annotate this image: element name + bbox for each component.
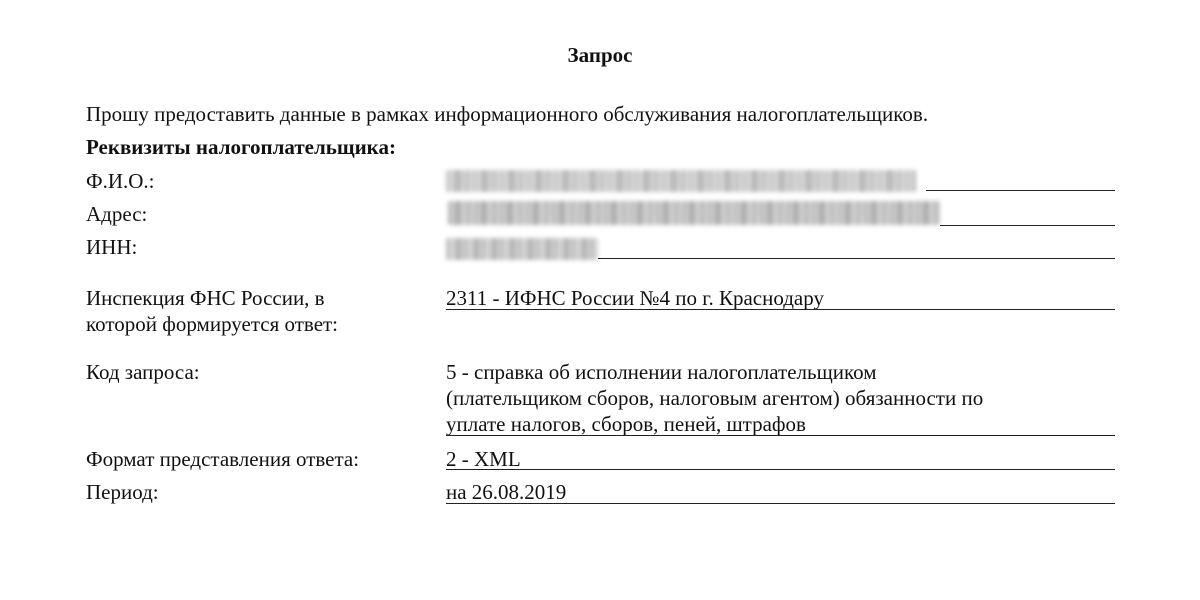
inn-redacted-value <box>446 238 598 260</box>
intro-text: Прошу предоставить данные в рамках информационного обслуживания налогоплательщиков. <box>86 102 929 126</box>
inspection-underline <box>446 309 1115 310</box>
period-label: Период: <box>86 480 159 504</box>
request-code-value-line2: (плательщиком сборов, налоговым агентом) обязанности по <box>446 386 984 410</box>
fio-underline <box>926 190 1115 191</box>
inspection-value <box>446 285 1115 311</box>
inn-underline <box>598 258 1115 259</box>
fio-redacted-value <box>446 170 916 192</box>
request-code-label: Код запроса: <box>86 360 200 384</box>
period-value <box>446 479 1115 505</box>
response-format-value-text: 2 - XML <box>446 447 521 471</box>
period-underline <box>446 503 1115 504</box>
document-title: Запрос <box>567 43 633 67</box>
response-format-label: Формат представления ответа: <box>86 447 360 471</box>
request-code-value-line3: уплате налогов, сборов, пеней, штрафов <box>446 412 806 436</box>
address-underline <box>940 225 1115 226</box>
address-label: Адрес: <box>86 202 148 226</box>
request-code-value-line1: 5 - справка об исполнении налогоплательщиком <box>446 360 877 384</box>
address-redacted-value <box>448 201 940 225</box>
inspection-value-text: 2311 - ИФНС России №4 по г. Краснодару <box>446 286 824 310</box>
inn-label: ИНН: <box>86 235 138 259</box>
period-value-text: на 26.08.2019 <box>446 480 567 504</box>
request-code-value <box>446 359 1115 437</box>
response-format-underline <box>446 469 1115 470</box>
request-code-underline <box>446 435 1115 436</box>
taxpayer-heading: Реквизиты налогоплательщика: <box>86 135 396 159</box>
inspection-label-line1: Инспекция ФНС России, в <box>86 286 325 310</box>
inspection-label-line2: которой формируется ответ: <box>86 312 339 336</box>
fio-label: Ф.И.О.: <box>86 169 155 193</box>
